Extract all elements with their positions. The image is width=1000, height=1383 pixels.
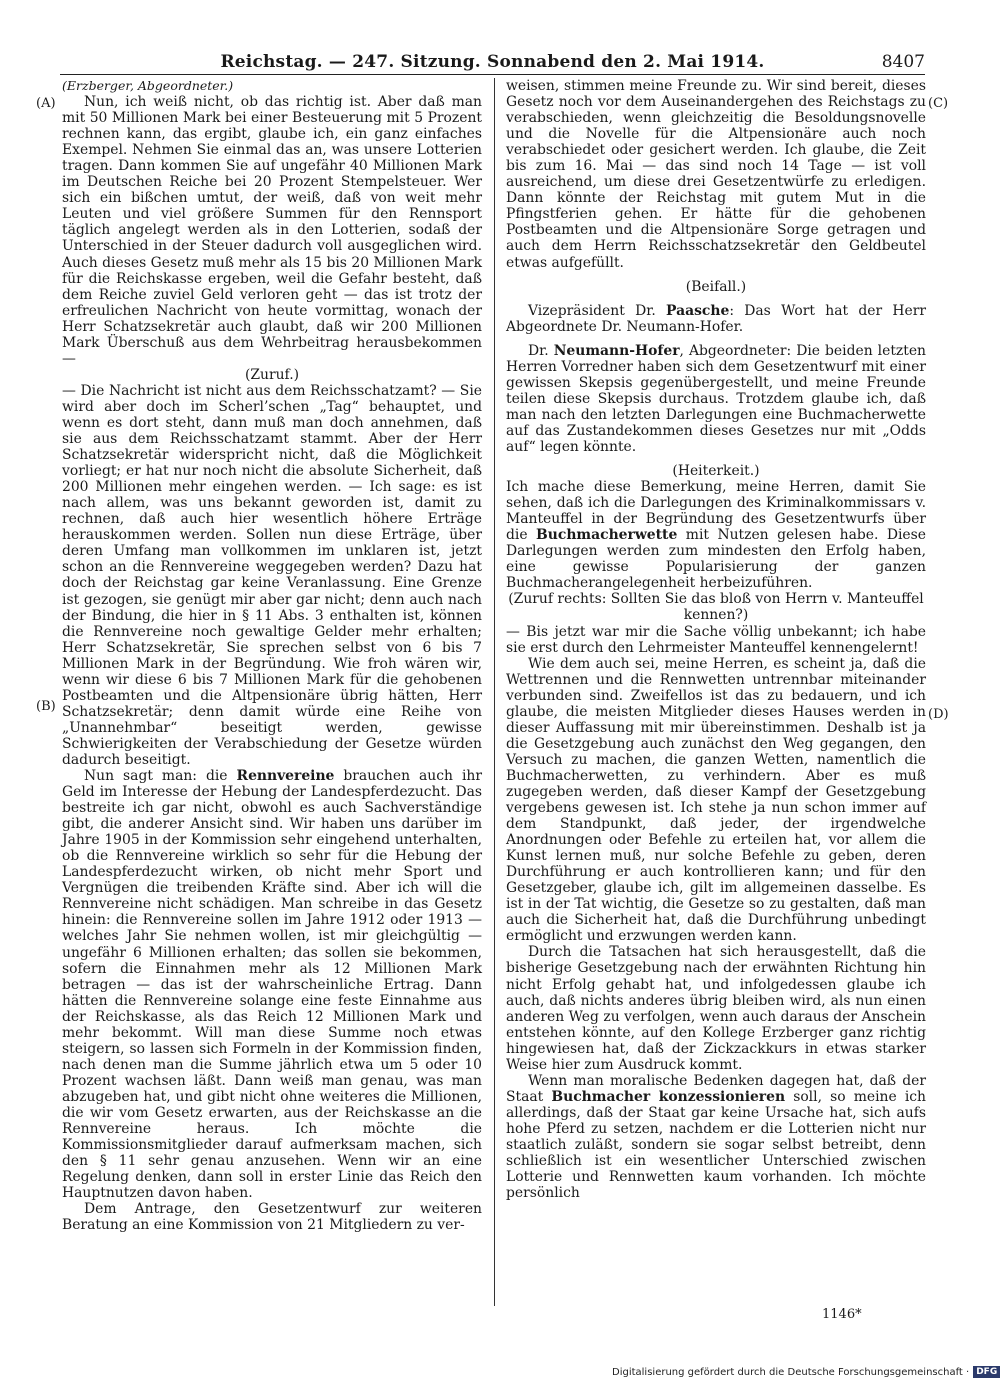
emphasis-term: Buchmacher konzessionieren xyxy=(551,1088,786,1105)
paragraph xyxy=(506,1073,926,1201)
interjection: (Zuruf.) xyxy=(244,366,300,383)
text-run: Nun sagt man: die xyxy=(84,768,237,785)
text-run: soll, so meine ich allerdings, daß der Staat gar keine Ursache hat, sich aufs hohe Pferd zu setzen, nachdem er die Lotterien nicht nur staatlich zuläßt, sondern sie sogar selbst betreibt, denn schließlich ist ein wesentlicher Unterschied zwischen Lotterie und Rennwetten kaum vorhanden. Ich möchte persönlich xyxy=(506,1088,926,1202)
page-number: 8407 xyxy=(881,52,925,72)
emphasis-term: Buchmacherwette xyxy=(536,527,678,544)
paragraph: Durch die Tatsachen hat sich herausgestellt, daß die bisherige Gesetzgebung nach der erwähnten Richtung hin nicht Erfolg gehabt hat, und infolgedessen glaube ich auch, daß nichts anderes übrig bleiben wird, als nun einen anderen Weg zu verfolgen, wenn auch daraus der Anschein entstehen könnte, auf den Kollege Erzberger ganz richtig hingewiesen hat, daß der Zickzackkurs in etwas starker Weise hier zum Ausdruck kommt. xyxy=(506,944,926,1073)
column-divider xyxy=(494,78,495,1306)
left-column xyxy=(62,78,482,1233)
speaker-paragraph xyxy=(506,343,926,455)
emphasis-term: Rennvereine xyxy=(236,768,335,785)
paragraph: — Die Nachricht ist nicht aus dem Reichsschatzamt? — Sie wird aber doch im Scherl’schen „Tag“ behauptet, und wenn es dort steht, dann muß man doch annehmen, daß sie aus dem Reichsschatzamt stammt. Aber der Herr Schatzsekretär widerspricht nicht, daß die Möglichkeit vorliegt; er hat nur noch nicht die absolute Sicherheit, daß 200 Millionen mehr eingehen werden. — Ich sage: es ist nach allem, was uns bekannt geworden ist, damit zu rechnen, daß auch hier wesentlich höhere Erträge herauskommen werden. Sollen nun diese Erträge, über deren Umfang man vollkommen im unklaren ist, jetzt schon an die Rennvereine weggegeben werden? Dazu hat doch der Reichstag gar keine Veranlassung. Eine Grenze ist gezogen, sie genügt mir aber gar nicht; denn auch nach der Bindung, die hier in § 11 Abs. 3 enthalten ist, können die Rennvereine noch gewaltige Gelder mehr erhalten; Herr Schatzsekretär, Sie sprechen selbst von 6 bis 7 Millionen Mark in der Begründung. Wie froh wären wir, wenn wir diese 6 bis 7 Millionen Mark für die gehobenen Postbeamten und die Altpensionäre übrig hätten, Herr Schatzsekretär; denn damit würde eine Reihe von „Unannehmbar“ beseitigt werden, gewisse Schwierigkeiten der Verabschiedung der Gesetze würden dadurch beseitigt. xyxy=(62,382,482,768)
speaker-head: (Erzberger, Abgeordneter.) xyxy=(62,78,234,93)
margin-marker-a: (A) xyxy=(36,96,56,111)
paragraph: Dem Antrage, den Gesetzentwurf zur weiteren Beratung an eine Kommission von 21 Mitgliedern zu ver- xyxy=(62,1201,482,1234)
credit-text: Digitalisierung gefördert durch die Deutsche Forschungsgemeinschaft · xyxy=(612,1367,970,1378)
text-run: , Abgeordneter: Die beiden letzten Herren Vorredner haben sich dem Gesetzentwurf mit einer gewissen Skepsis gegenübergestellt, und meine Freunde teilen diese Skepsis durchaus. Trotzdem glaube ich, daß man nach den letzten Darlegungen eine Buchmacherwette auf das Zustandekommen dieses Gesetzes nur mit „Odds auf“ legen könnte. xyxy=(506,342,926,455)
text-run: : Das Wort hat der Herr Abgeordnete Dr. Neumann-Hofer. xyxy=(506,302,926,335)
text-run: Ich mache diese Bemerkung, meine Herren, damit Sie sehen, daß ich die Darlegungen des Kriminalkommissars v. Manteuffel in der Begründung des Gesetzentwurfs über die xyxy=(506,479,926,544)
signature-mark: 1146* xyxy=(822,1307,862,1322)
right-column xyxy=(506,78,926,1201)
paragraph: — Bis jetzt war mir die Sache völlig unbekannt; ich habe sie erst durch den Lehrmeister Manteuffel kennengelernt! xyxy=(506,623,926,656)
speaker-paragraph xyxy=(506,303,926,335)
text-run: Wenn man moralische Bedenken dagegen hat, daß der Staat xyxy=(506,1072,926,1105)
speaker-name: Paasche xyxy=(666,302,730,319)
header-title: Reichstag. — 247. Sitzung. Sonnabend den 2. Mai 1914. xyxy=(220,52,765,72)
interjection: (Beifall.) xyxy=(685,278,747,295)
paragraph: weisen, stimmen meine Freunde zu. Wir sind bereit, dieses Gesetz noch vor dem Auseinandergehen des Reichstags zu verabschieden, wenn gleichzeitig die Besoldungsnovelle und die Novelle für die Altpensionäre auch noch verabschiedet oder gesichert werden. Ich glaube, die Zeit bis zum 16. Mai — das sind noch 14 Tage — ist voll ausreichend, um diese drei Gesetzentwürfe zu erledigen. Dann könnte der Reichstag mit gutem Mut in die Pfingstferien gehen. Er hätte für die gehobenen Postbeamten und die Altpensionäre Sorge getragen und auch dem Herrn Reichsschatzsekretär den Geldbeutel etwas aufgefüllt. xyxy=(506,78,926,271)
paragraph: Nun, ich weiß nicht, ob das richtig ist. Aber daß man mit 50 Millionen Mark bei einer Besteuerung mit 5 Prozent rechnen kann, das ergibt, glaube ich, ein ganz einfaches Exempel. Nehmen Sie einmal das an, was unsere Lotterien tragen. Dann kommen Sie auf ungefähr 40 Millionen Mark im Deutschen Reiche bei 20 Prozent Stempelsteuer. Wer sich ein bißchen umtut, der weiß, daß von weit mehr Leuten und viel größere Summen für den Rennsport täglich angelegt werden als in den Lotterien, sodaß der Unterschied in der Steuer dadurch voll ausgeglichen wird. Auch dieses Gesetz muß mehr als 15 bis 20 Millionen Mark für die Reichskasse ergeben, weil die Gefahr besteht, daß dem Reiche zuviel Geld verloren geht — das ist trotz der erfreulichen Nachricht von heute vormittag, wonach der Herr Schatzsekretär auch glaubt, daß wir 200 Millionen Mark Überschuß aus dem Wehrbeitrag herausbekommen — xyxy=(62,94,482,367)
text-run: Vizepräsident Dr. xyxy=(528,302,667,319)
dfg-logo: DFG xyxy=(973,1366,1000,1378)
page-header xyxy=(60,52,925,75)
margin-marker-d: (D) xyxy=(928,707,949,722)
interjection: (Zuruf rechts: Sollten Sie das bloß von Herrn v. Manteuffel kennen?) xyxy=(508,591,924,624)
paragraph xyxy=(506,479,926,591)
interjection: (Heiterkeit.) xyxy=(672,463,760,480)
paragraph xyxy=(62,768,482,1201)
text-run: brauchen auch ihr Geld im Interesse der Hebung der Landespferdezucht. Das bestreite ich gar nicht, obwohl es auch Sachverständige gibt, die anderer Ansicht sind. Wir haben uns darüber im Jahre 1905 in der Kommission sehr eingehend unterhalten, ob die Rennvereine wirklich so sehr für die Hebung der Landespferdezucht wirken, ob nicht mehr Sport und Vergnügen die treibenden Kräfte sind. Aber ich will die Rennvereine nicht schädigen. Man schreibe in das Gesetz hinein: die Rennvereine sollen im Jahre 1912 oder 1913 — welches Jahr Sie nehmen wollen, ist mir gleichgültig — ungefähr 6 Millionen erhalten; das sollen sie bekommen, sofern die Einnahmen mehr als 12 Millionen Mark betragen — das ist der wahrscheinliche Ertrag. Dann hätten die Rennvereine solange eine feste Einnahme aus der Reichskasse, als das Reich 12 Millionen Mark und mehr bekommt. Will man diese Summe noch etwas steigern, so lassen sich Formeln in der Kommission finden, nach denen man die Summe jährlich etwa um 5 oder 10 Prozent wachsen läßt. Dann weiß man genau, was man abzugeben hat, und gibt nicht ohne weiteres die Millionen, die wir vom Gesetz erwarten, aus der Reichskasse an die Rennvereine heraus. Ich möchte die Kommissionsmitglieder darauf aufmerksam machen, sich den § 11 sehr genau anzusehen. Wenn wir an eine Regelung denken, dann soll in erster Linie das Reich den Hauptnutzen davon haben. xyxy=(62,768,482,1202)
speaker-name: Neumann-Hofer xyxy=(553,342,680,359)
digitization-credit xyxy=(612,1366,1000,1378)
paragraph: Wie dem auch sei, meine Herren, es scheint ja, daß die Wettrennen und die Rennwetten untrennbar miteinander verbunden sind. Zweifellos ist das zu bedauern, und ich glaube, die meisten Mitglieder dieses Hauses werden in dieser Auffassung mit mir übereinstimmen. Deshalb ist ja die Gesetzgebung auch zunächst den Weg gegangen, den Versuch zu machen, die ganzen Wetten, namentlich die Buchmacherwetten, zu verhindern. Aber es muß zugegeben werden, daß dieser Kampf der Gesetzgebung vergebens gewesen ist. Ich stehe ja nun schon immer auf dem Standpunkt, daß jeder, der irgendwelche Anordnungen oder Befehle zu erteilen hat, vor allem die Kunst lernen muß, nur solche Befehle zu geben, deren Durchführung er auch kontrollieren kann; und für den Gesetzgeber, glaube ich, gilt im allgemeinen dasselbe. Es ist in der Tat wichtig, die Gesetze so zu gestalten, daß man auch die Sicherheit hat, daß die Durchführung unbedingt ermöglicht und erzwungen werden kann. xyxy=(506,655,926,945)
margin-marker-c: (C) xyxy=(928,96,949,111)
text-run: mit Nutzen gelesen habe. Diese Darlegungen werden zum mindesten den Erfolg haben, eine gewisse Popularisierung der ganzen Buchmacherangelegenheit herbeizuführen. xyxy=(506,527,926,592)
text-run: Dr. xyxy=(528,342,554,359)
margin-marker-b: (B) xyxy=(36,699,56,714)
